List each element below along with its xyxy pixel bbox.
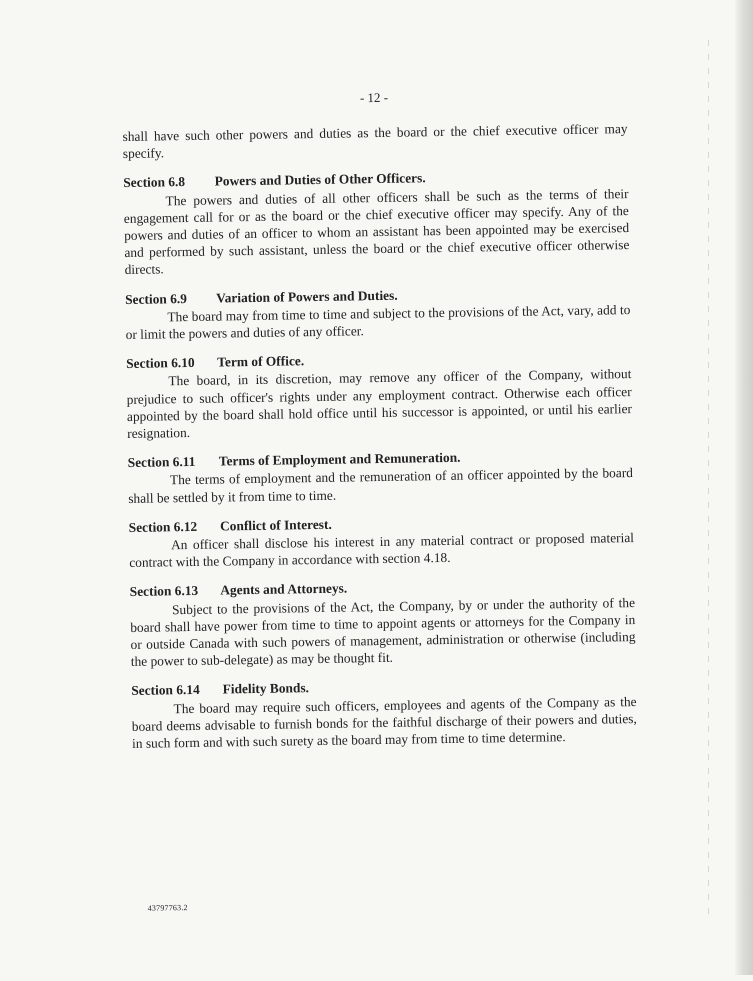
section-number: Section 6.8: [123, 174, 186, 191]
section-6-11: [128, 446, 634, 507]
section-6-14: [131, 674, 637, 752]
section-6-12: [129, 511, 635, 572]
section-number: Section 6.9: [125, 290, 187, 307]
section-6-8: [123, 166, 630, 278]
section-body: The powers and duties of all other officers shall be such as the terms of their engagement call for or as the board or the chief executive officer may specify. Any of the powers and duties of an officer to whom an assistant has been appointed may be exercised and performed by such assistant, unless the board or the chief executive officer otherwise directs.: [123, 185, 630, 278]
section-body: The board may from time to time and subject to the provisions of the Act, vary, add to or limit the powers and duties of any officer.: [125, 301, 631, 343]
section-title: Terms of Employment and Remuneration.: [218, 449, 461, 469]
section-body: The board, in its discretion, may remove any officer of the Company, without prejudice to such officer's rights under any employment contract. Otherwise each officer appointed by the board shall hold office until his successor is appointed, or until his earlier resignation.: [126, 366, 633, 442]
section-title: Variation of Powers and Duties.: [216, 287, 398, 306]
section-title: Agents and Attorneys.: [220, 580, 348, 598]
section-6-13: [130, 575, 636, 670]
section-title: Powers and Duties of Other Officers.: [214, 170, 426, 189]
section-6-10: [126, 347, 632, 442]
section-number: Section 6.11: [127, 454, 196, 471]
section-number: Section 6.14: [131, 682, 200, 699]
section-body: An officer shall disclose his interest in any material contract or proposed material contract with the Company in accordance with section 4.18.: [129, 530, 635, 571]
section-title: Conflict of Interest.: [219, 516, 332, 534]
section-number: Section 6.12: [128, 518, 198, 535]
section-title: Term of Office.: [217, 353, 305, 370]
section-number: Section 6.13: [129, 583, 199, 600]
section-body: Subject to the provisions of the Act, the Company, by or under the authority of the board shall have power from time to time to appoint agents or attorneys for the Company in or outside Canada with such powers of management, administration or otherwise (including the power to sub-delegate) as may be thought fit.: [130, 594, 636, 670]
intro-paragraph: shall have such other powers and duties as the board or the chief executive officer may specify.: [122, 121, 628, 162]
section-body: The board may require such officers, employees and agents of the Company as the board deems advisable to furnish bonds for the faithful discharge of their powers and duties, in such form and with such surety as the board may from time to time determine.: [131, 693, 637, 752]
document-id: 43797763.2: [147, 903, 188, 913]
document-body: [122, 120, 637, 752]
section-6-9: [125, 283, 631, 344]
section-number: Section 6.10: [126, 355, 195, 372]
section-title: Fidelity Bonds.: [222, 680, 310, 697]
page-number: - 12 -: [359, 89, 389, 106]
section-body: The terms of employment and the remuneration of an officer appointed by the board shall be settled by it from time to time.: [128, 465, 634, 506]
